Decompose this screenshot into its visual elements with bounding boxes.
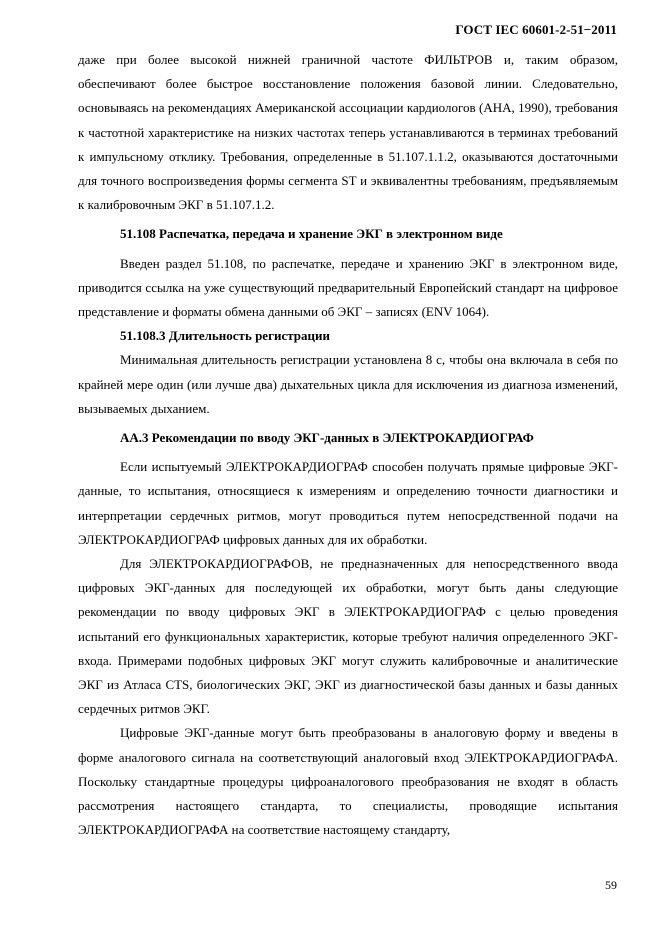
intro-paragraph: даже при более высокой нижней граничной частоте ФИЛЬТРОВ и, таким образом, обеспечивают более быстрое восстановление положения базовой линии. Следовательно, основываясь на рекомендациях Американской ассоциации кардиологов (АНА, 1990), требования к частотной характеристике на низких частотах теперь устанавливаются в терминах требований к импульсному отклику. Требования, определенные в 51.107.1.1.2, оказываются достаточными для точного воспроизведения формы сегмента ST и эквивалентны требованиям, предъявляемым к калибровочным ЭКГ в 51.107.1.2. [78, 52, 618, 213]
document-body [78, 48, 618, 843]
paragraph-aa3-2: Для ЭЛЕКТРОКАРДИОГРАФОВ, не предназначенных для непосредственного ввода цифровых ЭКГ-данных для последующей их обработки, могут быть даны следующие рекомендации по вводу цифровых ЭКГ в ЭЛЕКТРОКАРДИОГРАФ с целью проведения испытаний его функциональных характеристик, которые требуют наличия определенного ЭКГ-входа. Примерами подобных цифровых ЭКГ могут служить калибровочные и аналитические ЭКГ из Атласа CTS, биологических ЭКГ, ЭКГ из диагностической базы данных и базы данных сердечных ритмов ЭКГ. [78, 556, 618, 717]
paragraph-aa3-3: Цифровые ЭКГ-данные могут быть преобразованы в аналоговую форму и введены в форме аналогового сигнала на соответствующий аналоговый вход ЭЛЕКТРОКАРДИОГРАФА. Поскольку стандартные процедуры цифроаналогового преобразования не входят в область рассмотрения настоящего стандарта, то специалисты, проводящие испытания ЭЛЕКТРОКАРДИОГРАФА на соответствие настоящему стандарту, [78, 725, 618, 838]
paragraph-51-108-3: Минимальная длительность регистрации установлена 8 с, чтобы она включала в себя по крайней мере один (или лучше два) дыхательных цикла для исключения из диагноза изменений, вызываемых дыханием. [78, 352, 618, 416]
document-header: ГОСТ IEC 60601-2-51−2011 [455, 22, 617, 37]
paragraph-aa3-1: Если испытуемый ЭЛЕКТРОКАРДИОГРАФ способен получать прямые цифровые ЭКГ-данные, то испытания, относящиеся к измерениям и определению точности диагностики и интерпретации сердечных ритмов, могут проводиться путем непосредственной подачи на ЭЛЕКТРОКАРДИОГРАФ цифровых данных для их обработки. [78, 459, 618, 547]
paragraph-51-108: Введен раздел 51.108, по распечатке, передаче и хранению ЭКГ в электронном виде, приводится ссылка на уже существующий предварительный Европейский стандарт на цифровое представление и форматы обмена данными об ЭКГ – записях (ENV 1064). [78, 255, 618, 320]
page-number: 59 [605, 878, 617, 892]
section-heading-51-108: 51.108 Распечатка, передача и хранение ЭКГ в электронном виде [120, 226, 503, 242]
section-heading-aa3: АА.3 Рекомендации по вводу ЭКГ-данных в ЭЛЕКТРОКАРДИОГРАФ [120, 430, 534, 446]
section-heading-51-108-3: 51.108.3 Длительность регистрации [120, 328, 330, 344]
